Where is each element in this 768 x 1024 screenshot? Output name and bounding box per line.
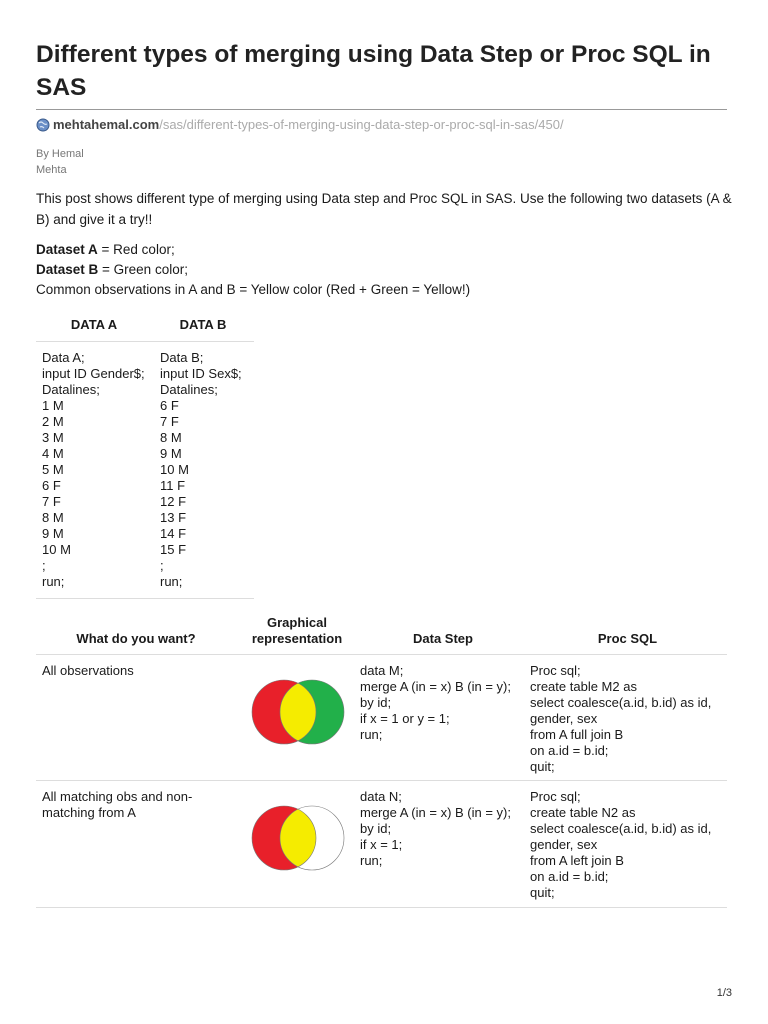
want-line-2: matching from A [42,805,136,820]
want-line-1: All matching obs and non- [42,789,193,804]
code-line: gender, sex [530,837,598,852]
code-line: 6 F [160,398,179,413]
merge-table [36,612,727,908]
code-line: select coalesce(a.id, b.id) as id, [530,821,712,836]
table-row [36,655,727,781]
code-line: quit; [530,885,555,900]
code-line: 8 M [42,510,64,525]
datasets-table [36,317,254,599]
code-line: data N; [360,789,402,804]
code-line: from A left join B [530,853,624,868]
code-line: 13 F [160,510,187,525]
code-line: 9 M [42,526,64,541]
globe-icon [36,118,50,136]
source-path[interactable]: /sas/different-types-of-merging-using-data-step-or-proc-sql-in-sas/450/ [159,117,564,132]
code-line: by id; [360,695,392,710]
code-line: 12 F [160,494,187,509]
code-line: run; [42,574,65,589]
want-cell [36,789,236,907]
code-line: Proc sql; [530,789,581,804]
code-line: Datalines; [160,382,218,397]
code-line: 6 F [42,478,61,493]
venn-full-join-icon [250,677,346,747]
data-step-cell [358,663,528,780]
code-line: 14 F [160,526,187,541]
proc-sql-cell [528,663,727,780]
code-line: by id; [360,821,392,836]
header-data-a: DATA A [70,317,118,332]
code-line: run; [360,853,383,868]
code-line: Datalines; [42,382,100,397]
code-line: merge A (in = x) B (in = y); [360,679,511,694]
graph-cell [236,789,358,907]
byline-line-1: By Hemal [36,148,84,160]
code-line: 15 F [160,542,187,557]
code-line: merge A (in = x) B (in = y); [360,805,511,820]
code-line: on a.id = b.id; [530,869,609,884]
data-b-code [156,350,252,590]
header-data-step: Data Step [413,631,473,646]
data-a-code [36,350,156,590]
datasets-body-row [36,342,254,599]
code-line: select coalesce(a.id, b.id) as id, [530,695,712,710]
data-step-cell [358,789,528,907]
code-line: 7 F [160,414,179,429]
code-line: if x = 1; [360,837,403,852]
header-data-b: DATA B [179,317,227,332]
header-graph-line-1: Graphical [267,615,327,630]
code-line: create table M2 as [530,679,637,694]
code-line: 4 M [42,446,64,461]
legend-a-text: = Red color; [97,242,175,257]
code-line: 9 M [160,446,182,461]
code-line: ; [160,558,164,573]
intro-paragraph: This post shows different type of merging using Data step and Proc SQL in SAS. Use the following two datasets (A & B) and give it a try!! [36,191,732,227]
header-proc-sql: Proc SQL [597,631,658,646]
source-link[interactable] [36,117,564,136]
color-legend [36,240,736,300]
want-line-1: All observations [42,663,134,678]
proc-sql-cell [528,789,727,907]
byline-line-2: Mehta [36,164,67,176]
code-line: Proc sql; [530,663,581,678]
code-line: 3 M [42,430,64,445]
code-line: ; [42,558,46,573]
code-line: quit; [530,759,555,774]
legend-a-label: Dataset A [36,242,98,257]
code-line: 5 M [42,462,64,477]
source-domain[interactable]: mehtahemal.com [53,117,160,132]
legend-b-label: Dataset B [36,262,99,277]
datasets-header-row [36,317,254,342]
code-line: gender, sex [530,711,598,726]
want-cell [36,663,236,780]
code-line: 10 M [42,542,71,557]
venn-left-join-icon [250,803,346,873]
merge-header-row [36,612,727,655]
code-line: input ID Sex$; [160,366,242,381]
code-line: 7 F [42,494,61,509]
page-title: Different types of merging using Data Step or Proc SQL in SAS [36,41,711,101]
page-number: 1/3 [716,987,732,999]
code-line: create table N2 as [530,805,636,820]
code-line: 8 M [160,430,182,445]
legend-b [36,260,736,280]
code-line: 1 M [42,398,64,413]
code-line: run; [160,574,183,589]
code-line: 10 M [160,462,189,477]
legend-b-text: = Green color; [98,262,188,277]
header-graphical-representation [236,615,358,654]
title-divider [36,109,727,110]
code-line: Data A; [42,350,85,365]
code-line: on a.id = b.id; [530,743,609,758]
legend-a [36,240,736,260]
graph-cell [236,663,358,780]
code-line: from A full join B [530,727,624,742]
code-line: 11 F [160,478,186,493]
legend-common: Common observations in A and B = Yellow color (Red + Green = Yellow!) [36,282,471,297]
code-line: data M; [360,663,404,678]
code-line: run; [360,727,383,742]
table-row [36,781,727,908]
code-line: input ID Gender$; [42,366,145,381]
code-line: 2 M [42,414,64,429]
header-what-do-you-want: What do you want? [76,631,196,646]
byline [36,146,84,178]
code-line: Data B; [160,350,204,365]
header-graph-line-2: representation [251,631,343,646]
code-line: if x = 1 or y = 1; [360,711,450,726]
